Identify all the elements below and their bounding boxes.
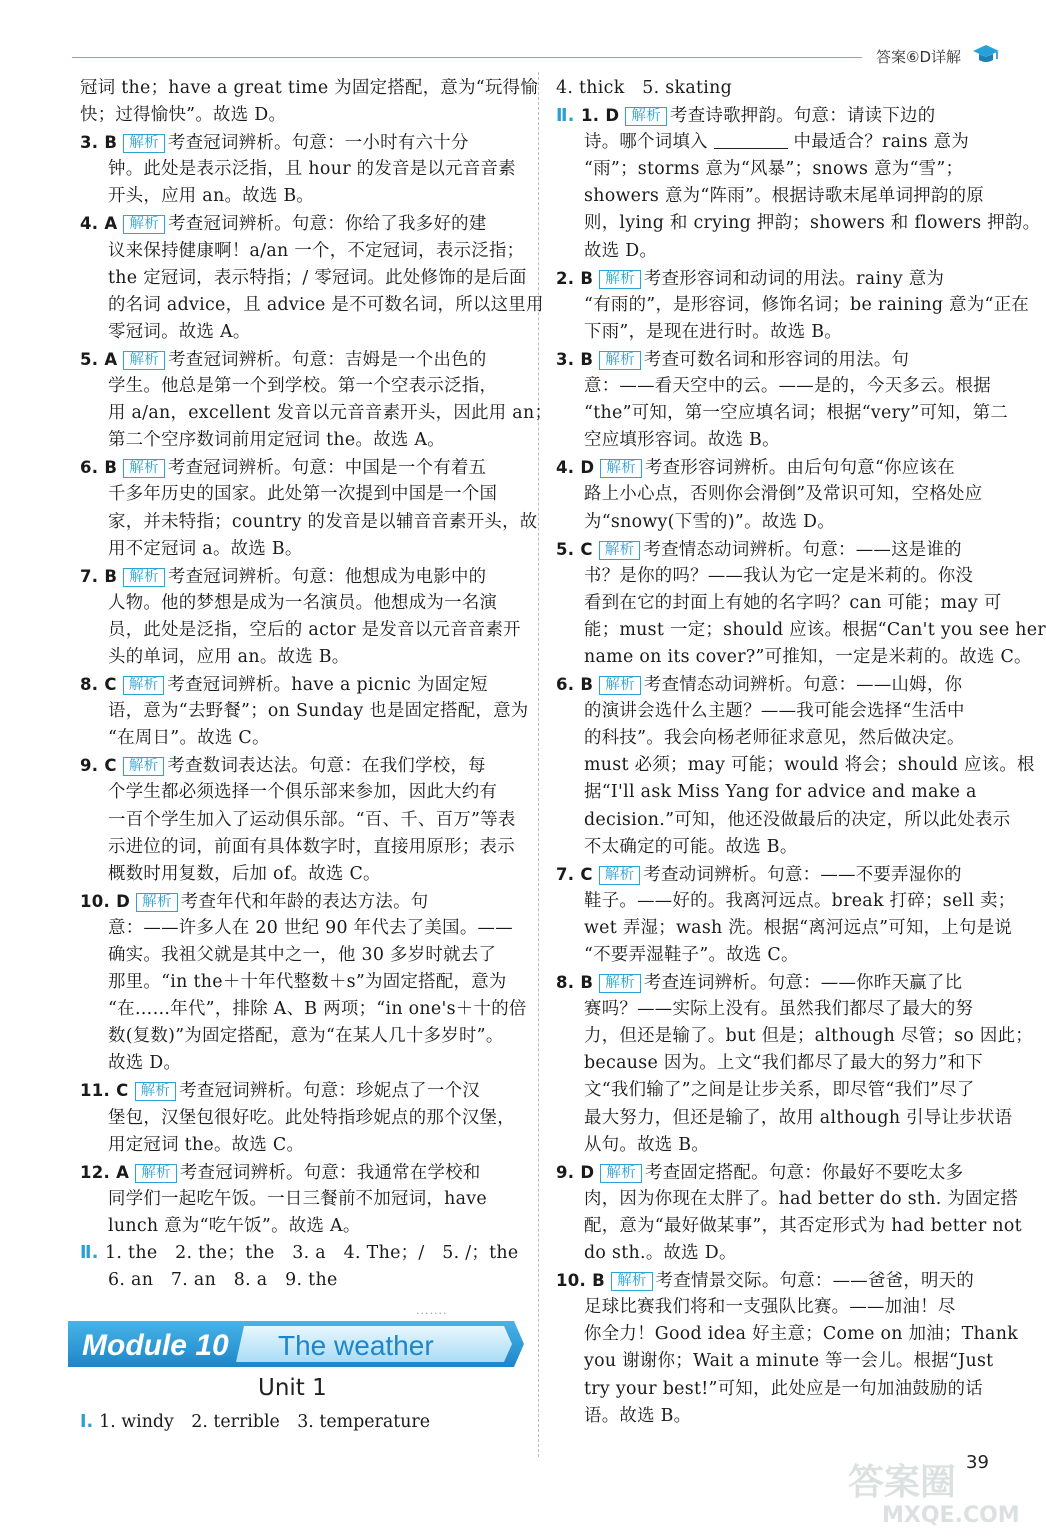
right-line: “雨”；storms 意为“风暴”；snows 意为“雪”；: [584, 159, 964, 180]
left-line: Ⅱ. 1. the 2. the；the 3. a 4. The；/ 5. /；the: [80, 1243, 519, 1264]
right-line: 故选 D。: [584, 240, 658, 261]
left-line: the 定冠词，表示特指；/ 零冠词。此处修饰的是后面: [108, 267, 527, 288]
answer-number: 6. B: [556, 675, 594, 695]
left-line: 堡包，汉堡包很好吃。此处特指珍妮点的那个汉堡，: [108, 1107, 515, 1128]
right-line: 意：——看天空中的云。——是的，今天多云。根据: [584, 376, 991, 397]
analysis-tag: 解析: [123, 459, 165, 478]
right-line: because 因为。上文“我们都尽了最大的努力”和下: [584, 1053, 983, 1074]
answer-number: 5. A: [80, 349, 118, 369]
left-line: 用 a/an，excellent 发音以元音音素开头，因此用 an；: [108, 403, 553, 424]
answer-text: 考查情态动词辨析。句意：——这是谁的: [643, 539, 962, 560]
right-line: 能；must 一定；should 应该。根据“Can't you see her: [584, 619, 1046, 640]
answer-text: 考查年代和年龄的表达方法。句: [180, 891, 429, 912]
analysis-tag: 解析: [123, 215, 165, 234]
left-line: 意：——许多人在 20 世纪 90 年代去了美国。——: [108, 917, 513, 938]
answer-number: 4. D: [556, 458, 595, 478]
right-line: 为“snowy(下雪的)”。故选 D。: [584, 511, 835, 532]
left-line: [80, 671, 520, 698]
right-line: 语。故选 B。: [584, 1405, 692, 1426]
answer-number: 8. B: [556, 973, 594, 993]
left-line: 那里。“in the＋十年代整数＋s”为固定搭配，意为: [108, 972, 507, 993]
answer-number: 3. B: [80, 133, 118, 153]
right-line: you 谢谢你；Wait a minute 等一会儿。根据“Just: [584, 1351, 994, 1372]
analysis-tag: 解析: [123, 757, 165, 776]
left-line: 头的单词，应用 an。故选 B。: [108, 646, 350, 667]
analysis-tag: 解析: [123, 134, 165, 153]
answer-number: 12. A: [80, 1162, 130, 1182]
answer-number: 2. B: [556, 268, 594, 288]
right-line: 不太确定的可能。故选 B。: [584, 836, 798, 857]
left-line: [80, 1159, 520, 1186]
left-line: 示进位的词，前面有具体数字时，直接用原形；表示: [108, 836, 515, 857]
left-line: 钟。此处是表示泛指，且 hour 的发音是以元音音素: [108, 159, 516, 180]
watermark-logo: [842, 1454, 1032, 1530]
right-line: [556, 536, 996, 563]
left-line: 数(复数)”为固定搭配，意为“在某人几十多岁时”。: [108, 1026, 504, 1047]
answer-number: 10. B: [556, 1271, 606, 1291]
left-line: 的名词 advice，且 advice 是不可数名词，所以这里用: [108, 294, 544, 315]
left-line: 用不定冠词 a。故选 B。: [108, 538, 303, 559]
left-line: 冠词 the；have a great time 为固定搭配，意为“玩得愉: [80, 78, 539, 98]
section-roman: Ⅱ.: [80, 1243, 106, 1264]
banner-dots: ·······: [416, 1307, 448, 1320]
analysis-tag: 解析: [123, 351, 165, 370]
left-line: 家，并未特指；country 的发音是以辅音音素开头，故: [108, 511, 538, 532]
left-line: 开头，应用 an。故选 B。: [108, 186, 315, 207]
answer-number: 5. C: [556, 539, 593, 559]
header-rule: [72, 57, 862, 58]
right-line: 诗。哪个词填入 中最适合？rains 意为: [584, 132, 970, 153]
right-line: [556, 671, 996, 698]
svg-text:答案圈: 答案圈: [848, 1462, 957, 1503]
right-line: [556, 265, 996, 292]
left-line: [80, 752, 520, 779]
column-divider: [538, 72, 539, 1457]
answer-number: 8. C: [80, 675, 117, 695]
left-line: 同学们一起吃午饭。一日三餐前不加冠词，have: [108, 1188, 488, 1209]
analysis-tag: 解析: [625, 107, 667, 126]
analysis-tag: 解析: [599, 270, 641, 289]
answer-text: 考查形容词辨析。由后句句意“你应该在: [645, 458, 955, 479]
analysis-tag: 解析: [599, 974, 641, 993]
graduation-cap-icon: [972, 42, 1000, 66]
right-line: 的科技”。我会向杨老师征求意见，然后做决定。: [584, 728, 965, 749]
unit-title: Unit 1: [258, 1375, 327, 1401]
analysis-tag: 解析: [599, 866, 641, 885]
left-line: 员，此处是泛指，空后的 actor 是发音以元音音素开: [108, 619, 521, 640]
right-line: 力，但还是输了。but 但是；although 尽管；so 因此；: [584, 1026, 1033, 1047]
analysis-tag: 解析: [599, 541, 641, 560]
answer-number: 4. A: [80, 214, 118, 234]
right-line: 4. thick 5. skating: [556, 78, 733, 98]
left-line: 故选 D。: [108, 1053, 182, 1074]
left-line: [80, 1077, 520, 1104]
left-line: 个学生都必须选择一个俱乐部来参加，因此大约有: [108, 782, 498, 803]
left-line: [80, 129, 520, 156]
right-line: 赛吗？——实际上没有。虽然我们都尽了最大的努: [584, 999, 974, 1020]
right-line: 鞋子。——好的。我离河远点。break 打碎；sell 卖；: [584, 890, 1016, 911]
analysis-tag: 解析: [123, 676, 165, 695]
answer-text: 考查连词辨析。句意：——你昨天赢了比: [643, 973, 963, 994]
answer-text: 考查固定搭配。句意：你最好不要吃太多: [645, 1162, 964, 1183]
svg-text:MXQE.COM: MXQE.COM: [882, 1503, 1020, 1528]
right-line: decision.”可知，他还没做最后的决定，所以此处表示: [584, 809, 1011, 830]
left-line: [80, 454, 520, 481]
analysis-tag: 解析: [136, 893, 178, 912]
answer-text: 考查动词辨析。句意：——不要弄湿你的: [643, 864, 962, 885]
answer-number: 9. D: [556, 1162, 595, 1182]
left-line: 用定冠词 the。故选 C。: [108, 1134, 305, 1155]
right-line: [556, 969, 996, 996]
right-line: “the”可知，第一空应填名词；根据“very”可知，第二: [584, 403, 1009, 424]
right-line: [556, 1159, 996, 1186]
left-line: “在周日”。故选 C。: [108, 728, 270, 749]
answer-number: 7. B: [80, 566, 118, 586]
answer-text: 考查形容词和动词的用法。rainy 意为: [643, 268, 945, 289]
left-line: 概数时用复数，后加 of。故选 C。: [108, 863, 381, 884]
right-line: try your best!”可知，此处应是一句加油鼓励的话: [584, 1378, 984, 1399]
left-line: lunch 意为“吃午饭”。故选 A。: [108, 1215, 361, 1236]
left-line: 一百个学生加入了运动俱乐部。“百、千、百万”等表: [108, 809, 516, 830]
answer-text: 考查冠词辨析。have a picnic 为固定短: [167, 675, 488, 696]
right-line: [556, 454, 996, 481]
right-line: 配，意为“最好做某事”，其否定形式为 had better not: [584, 1215, 1022, 1236]
answer-text: 考查可数名词和形容词的用法。句: [643, 349, 910, 370]
answer-text: 考查冠词辨析。句意：他想成为电影中的: [167, 566, 487, 587]
right-line: 肉，因为你现在太胖了。had better do sth. 为固定搭: [584, 1188, 1019, 1209]
right-line: wet 弄湿；wash 洗。根据“离河远点”可知，上句是说: [584, 917, 1013, 938]
left-line: 人物。他的梦想是成为一名演员。他想成为一名演: [108, 592, 498, 613]
module-title: The weather: [278, 1330, 434, 1361]
answer-text: 考查情景交际。句意：——爸爸，明天的: [655, 1271, 975, 1292]
left-line: 议来保持健康啊！a/an 一个，不定冠词，表示泛指；: [108, 240, 525, 261]
answer-text: 考查冠词辨析。句意：我通常在学校和: [179, 1162, 481, 1183]
analysis-tag: 解析: [600, 1164, 642, 1183]
analysis-tag: 解析: [123, 568, 165, 587]
section-roman: Ⅱ.: [556, 106, 582, 127]
left-line: 6. an 7. an 8. a 9. the: [108, 1270, 338, 1291]
right-line: 文“我们输了”之间是让步关系，即尽管“我们”尽了: [584, 1080, 975, 1101]
left-line: [80, 888, 520, 915]
left-line: 第二个空序数词前用定冠词 the。故选 A。: [108, 430, 445, 451]
right-line: 看到在它的封面上有她的名字吗？can 可能；may 可: [584, 592, 1002, 613]
left-line: [80, 346, 520, 373]
analysis-tag: 解析: [611, 1272, 653, 1291]
right-line: 空应填形容词。故选 B。: [584, 430, 780, 451]
left-line: 确实。我祖父就是其中之一，他 30 多岁时就去了: [108, 945, 497, 965]
unit-answers: [80, 1409, 520, 1436]
right-line: do sth.。故选 D。: [584, 1243, 737, 1264]
right-line: 则，lying 和 crying 押韵；showers 和 flowers 押韵。: [584, 213, 1041, 234]
answer-number: 9. C: [80, 756, 117, 776]
right-column: [556, 75, 1046, 1430]
analysis-tag: 解析: [135, 1082, 177, 1101]
fill-blank: [714, 132, 788, 149]
right-line: “有雨的”，是形容词，修饰名词；be raining 意为“正在: [584, 294, 1030, 315]
right-line: 路上小心点，否则你会滑倒”及常识可知，空格处应: [584, 484, 983, 505]
right-line: 足球比赛我们将和一支强队比赛。——加油！尽: [584, 1297, 956, 1318]
analysis-tag: 解析: [600, 459, 642, 478]
left-line: 千多年历史的国家。此处第一次提到中国是一个国: [108, 484, 498, 505]
analysis-tag: 解析: [599, 351, 641, 370]
left-column: [80, 75, 553, 1294]
left-line: “在……年代”，排除 A、B 两项；“in one's＋十的倍: [108, 999, 527, 1020]
answer-number: 11. C: [80, 1081, 129, 1101]
right-line: 书？是你的吗？——我认为它一定是米莉的。你没: [584, 565, 974, 586]
answer-text: 考查数词表达法。句意：在我们学校，每: [167, 756, 486, 777]
answer-number: 10. D: [80, 891, 131, 911]
page-number: 39: [966, 1452, 989, 1473]
answer-text: 考查冠词辨析。句意：一小时有六十分: [167, 133, 469, 154]
right-line: “不要弄湿鞋子”。故选 C。: [584, 945, 799, 965]
answer-number: 3. B: [556, 349, 594, 369]
right-line: name on its cover?”可推知，一定是米莉的。故选 C。: [584, 646, 1032, 667]
answer-text: 考查冠词辨析。句意：珍妮点了一个汉: [179, 1081, 480, 1102]
left-line: 快；过得愉快”。故选 D。: [80, 105, 287, 126]
module-number: Module 10: [82, 1329, 229, 1362]
answer-text: 考查冠词辨析。句意：吉姆是一个出色的: [168, 349, 487, 370]
right-line: Ⅱ. 1. D 解析 考查诗歌押韵。句意：请读下边的: [556, 106, 936, 127]
right-line: [556, 1267, 996, 1294]
answer-number: 7. C: [556, 864, 593, 884]
right-line: 你全力！Good idea 好主意；Come on 加油；Thank: [584, 1324, 1019, 1345]
right-line: [556, 861, 996, 888]
right-line: [556, 346, 996, 373]
header-label: 答案⑥D详解: [876, 48, 961, 66]
module-banner: [68, 1317, 524, 1371]
right-line: 下雨”，是现在进行时。故选 B。: [584, 321, 843, 342]
answer-number: 6. B: [80, 458, 118, 478]
answer-text: 考查冠词辨析。句意：中国是一个有着五: [167, 458, 487, 479]
right-line: 的演讲会选什么主题？——我可能会选择“生活中: [584, 701, 965, 722]
right-line: 最大努力，但还是输了，故用 although 引导让步状语: [584, 1107, 1013, 1128]
answer-text: 考查情态动词辨析。句意：——山姆，你: [643, 675, 963, 696]
unit-line: Ⅰ. 1. windy 2. terrible 3. temperature: [80, 1412, 431, 1432]
right-line: showers 意为“阵雨”。根据诗歌末尾单词押韵的原: [584, 186, 985, 207]
left-line: [80, 210, 520, 237]
left-line: 零冠词。故选 A。: [108, 321, 251, 342]
right-line: must 必须；may 可能；would 将会；should 应该。根: [584, 755, 1035, 776]
analysis-tag: 解析: [599, 676, 641, 695]
section-roman: Ⅰ.: [80, 1412, 100, 1432]
left-line: [80, 563, 520, 590]
answer-text: 考查冠词辨析。句意：你给了我多好的建: [168, 214, 487, 235]
right-line: 从句。故选 B。: [584, 1134, 710, 1155]
left-line: 学生。他总是第一个到学校。第一个空表示泛指，: [108, 376, 498, 397]
left-line: 语，意为“去野餐”；on Sunday 也是固定搭配，意为: [108, 701, 529, 722]
right-line: 据“I'll ask Miss Yang for advice and make a: [584, 782, 977, 803]
analysis-tag: 解析: [135, 1164, 177, 1183]
